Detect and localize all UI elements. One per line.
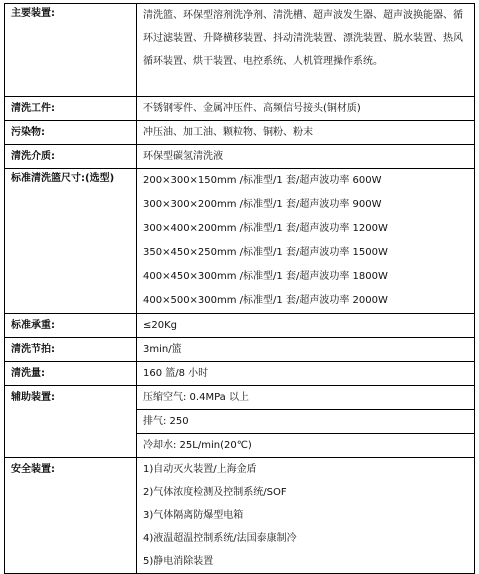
row-label-main-devices: 主要装置: xyxy=(5,4,137,97)
safety-item: 4)液温超温控制系统/法国泰康制冷 xyxy=(143,533,297,544)
basket-size-item: 300×400×200mm /标准型/1 套/超声波功率 1200W xyxy=(143,223,388,234)
row-label-basket-size: 标准清洗篮尺寸:(选型) xyxy=(5,169,137,314)
table-row xyxy=(5,314,475,338)
basket-size-item: 200×300×150mm /标准型/1 套/超声波功率 600W xyxy=(143,175,382,186)
capacity-text: 160 篮/8 小时 xyxy=(143,368,209,379)
basket-size-item: 350×450×250mm /标准型/1 套/超声波功率 1500W xyxy=(143,247,388,258)
row-value-medium xyxy=(137,145,475,169)
table-row xyxy=(5,386,475,458)
row-label-workpieces: 清洗工件: xyxy=(5,97,137,121)
safety-item: 5)静电消除装置 xyxy=(143,556,214,567)
contaminants-text: 冲压油、加工油、颗粒物、铜粉、粉末 xyxy=(143,127,313,138)
basket-size-item: 300×300×200mm /标准型/1 套/超声波功率 900W xyxy=(143,199,382,210)
row-value-cycle xyxy=(137,338,475,362)
auxiliary-item: 排气: 250 xyxy=(137,409,474,433)
row-label-safety: 安全装置: xyxy=(5,458,137,574)
medium-text: 环保型碳氢清洗液 xyxy=(143,151,223,162)
cycle-text: 3min/篮 xyxy=(143,344,182,355)
row-label-cycle: 清洗节拍: xyxy=(5,338,137,362)
row-label-auxiliary: 辅助装置: xyxy=(5,386,137,458)
row-value-auxiliary xyxy=(137,386,475,458)
row-value-safety xyxy=(137,458,475,574)
table-row xyxy=(5,169,475,314)
table-row xyxy=(5,338,475,362)
main-devices-text: 清洗篮、环保型溶剂洗净剂、清洗槽、超声波发生器、超声波换能器、循环过滤装置、升降横移装置、抖动清洗装置、漂洗装置、脱水装置、热风循环装置、烘干装置、电控系统、人机管理操作系统。 xyxy=(143,10,463,67)
table-row xyxy=(5,97,475,121)
table-row xyxy=(5,4,475,97)
row-value-main-devices xyxy=(137,4,475,97)
table-row xyxy=(5,362,475,386)
row-label-capacity: 清洗量: xyxy=(5,362,137,386)
load-text: ≤20Kg xyxy=(143,320,178,331)
basket-size-item: 400×450×300mm /标准型/1 套/超声波功率 1800W xyxy=(143,271,388,282)
safety-item: 2)气体浓度检测及控制系统/SOF xyxy=(143,487,287,498)
workpieces-text: 不锈钢零件、金属冲压件、高频信号接头(铜材质) xyxy=(143,103,361,114)
table-row xyxy=(5,121,475,145)
row-value-load xyxy=(137,314,475,338)
row-value-capacity xyxy=(137,362,475,386)
table-row xyxy=(5,145,475,169)
spec-table xyxy=(4,3,475,574)
safety-item: 1)自动灭火装置/上海金盾 xyxy=(143,464,257,475)
row-label-contaminants: 污染物: xyxy=(5,121,137,145)
auxiliary-item: 冷却水: 25L/min(20℃) xyxy=(137,433,474,457)
basket-size-item: 400×500×300mm /标准型/1 套/超声波功率 2000W xyxy=(143,295,388,306)
row-label-load: 标准承重: xyxy=(5,314,137,338)
auxiliary-item: 压缩空气: 0.4MPa 以上 xyxy=(143,392,249,403)
table-row xyxy=(5,458,475,574)
row-value-basket-size xyxy=(137,169,475,314)
row-value-contaminants xyxy=(137,121,475,145)
safety-item: 3)气体隔离防爆型电箱 xyxy=(143,510,244,521)
row-value-workpieces xyxy=(137,97,475,121)
row-label-medium: 清洗介质: xyxy=(5,145,137,169)
